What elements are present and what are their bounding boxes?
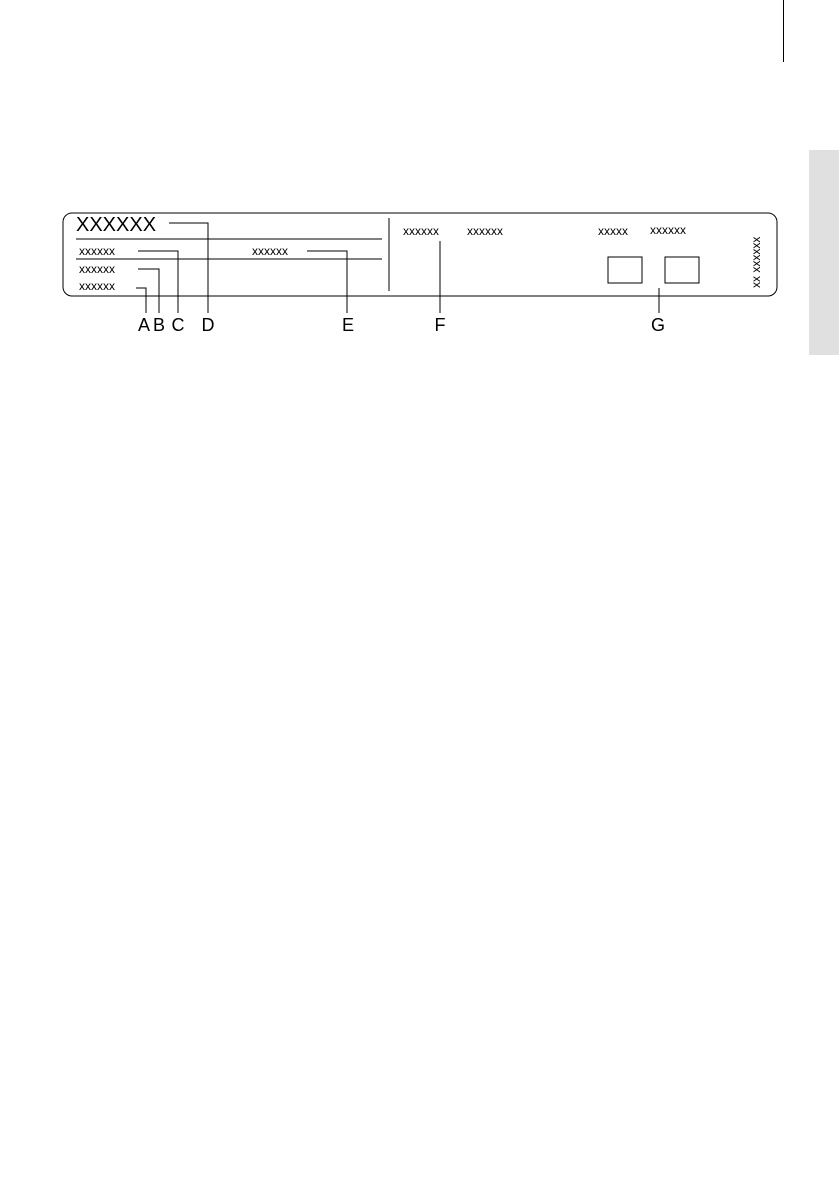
left-line3-text: xxxxxx [79, 279, 115, 293]
leader-line-d [169, 223, 208, 313]
right-text-2: xxxxxx [650, 223, 686, 237]
callout-g: G [650, 315, 666, 335]
callout-f: F [434, 315, 446, 335]
callout-c: C [171, 315, 185, 335]
label-title-text: XXXXXX [76, 214, 157, 236]
mid-text-2: xxxxxx [467, 224, 503, 238]
leader-line-e [307, 251, 347, 313]
left-line2-text: xxxxxx [79, 262, 115, 276]
symbol-box-1 [608, 257, 642, 283]
callout-b: B [152, 315, 166, 335]
callout-e: E [341, 315, 355, 335]
callout-d: D [201, 315, 215, 335]
right-text-1: xxxxx [598, 224, 628, 238]
mid-text-1: xxxxxx [403, 224, 439, 238]
callout-a: A [137, 315, 151, 335]
vertical-text: xx xxxxxx [749, 236, 763, 288]
left-line1-left-text: xxxxxx [79, 244, 115, 258]
left-line1-right-text: xxxxxx [252, 244, 288, 258]
leader-line-c [138, 251, 178, 313]
symbol-box-2 [665, 257, 699, 283]
leader-line-a [136, 288, 146, 313]
leader-line-b [138, 269, 159, 313]
